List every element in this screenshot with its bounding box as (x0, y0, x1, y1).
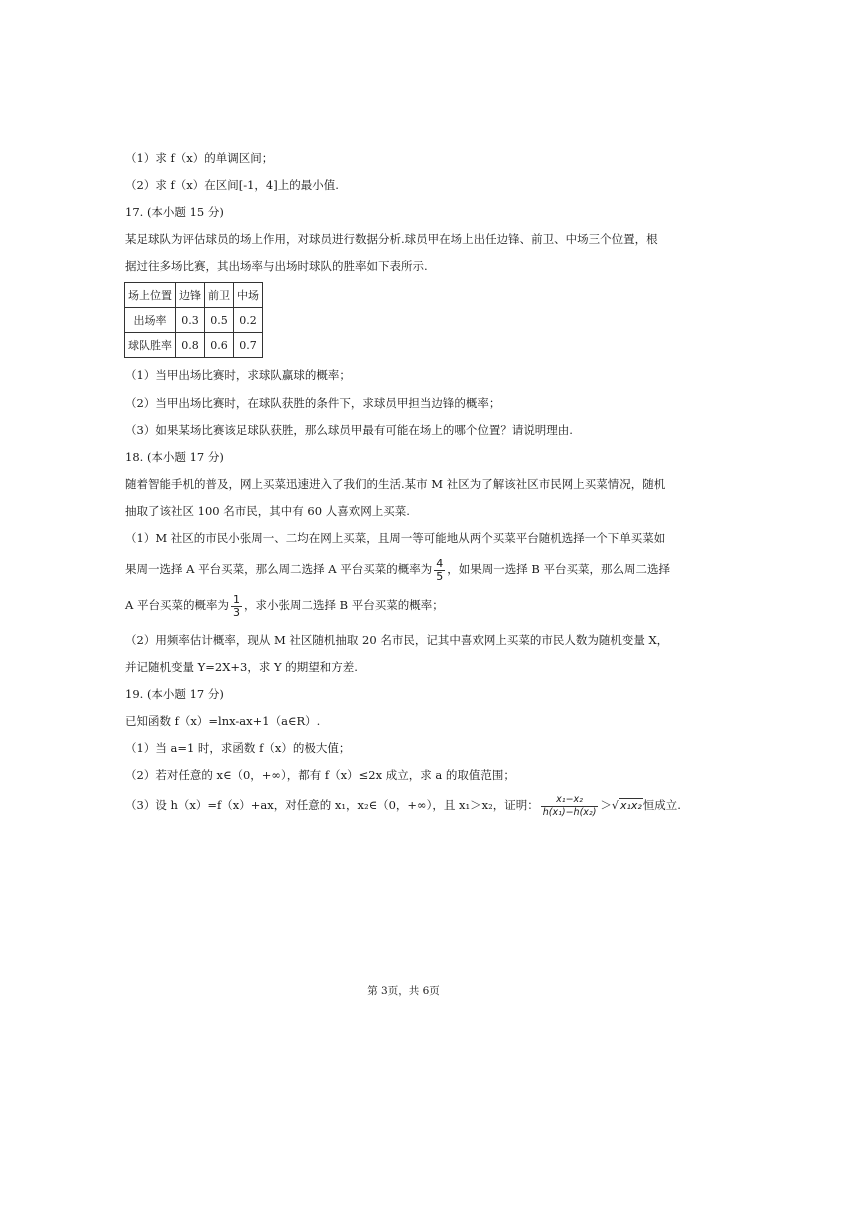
table-header-cell: 前卫 (205, 283, 234, 308)
q18-header: 18. (本小题 17 分) (125, 450, 224, 464)
q17-part-1: （1）当甲出场比赛时，求球队赢球的概率； (125, 368, 351, 382)
q18-part-1-text-d: ，求小张周二选择 B 平台买菜的概率； (243, 598, 444, 612)
table-cell: 0.7 (234, 333, 263, 358)
fraction-denominator: 3 (232, 605, 240, 619)
fraction-difference-ratio (541, 794, 599, 819)
table-cell: 球队胜率 (125, 333, 176, 358)
q17-intro-line-1: 某足球队为评估球员的场上作用，对球员进行数据分析.球员甲在场上出任边锋、前卫、中场三个位置，根 (125, 232, 658, 246)
q18-part-1-line-3 (125, 590, 444, 620)
q18-part-1-text-c: A 平台买菜的概率为 (125, 598, 229, 612)
fraction-numerator: 1 (232, 592, 240, 606)
greater-than-sign: ＞ (600, 798, 612, 812)
table-cell: 0.5 (205, 308, 234, 333)
table-cell: 0.8 (176, 333, 205, 358)
fraction-denominator: h(x₁)−h(x₂) (542, 806, 597, 818)
table-cell: 0.3 (176, 308, 205, 333)
table-header-cell: 中场 (234, 283, 263, 308)
q19-part-3 (125, 788, 681, 823)
q19-part-2: （2）若对任意的 x∈（0，+∞），都有 f（x）≤2x 成立，求 a 的取值范围； (125, 768, 515, 782)
q18-part-1-line-2 (125, 554, 670, 584)
q18-intro-line-1: 随着智能手机的普及，网上买菜迅速进入了我们的生活.某市 M 社区为了解该社区市民网上买菜情况，随机 (125, 477, 666, 491)
table-header-row (125, 283, 263, 308)
table-cell: 0.2 (234, 308, 263, 333)
fraction-numerator: x₁−x₂ (541, 794, 599, 807)
q18-part-1-text-b: ，如果周一选择 B 平台买菜，那么周二选择 (447, 562, 670, 576)
table-row (125, 308, 263, 333)
fraction-one-third (231, 594, 242, 619)
q19-part-3-text-b: 恒成立. (642, 798, 681, 812)
q18-part-2-line-2: 并记随机变量 Y=2X+3，求 Y 的期望和方差. (125, 660, 358, 674)
q19-header: 19. (本小题 17 分) (125, 687, 224, 701)
q18-part-2-line-1: （2）用频率估计概率，现从 M 社区随机抽取 20 名市民，记其中喜欢网上买菜的市民人数为随机变量 X， (125, 633, 669, 647)
table-header-cell: 边锋 (176, 283, 205, 308)
q17-intro-line-2: 据过往多场比赛，其出场率与出场时球队的胜率如下表所示. (125, 259, 428, 273)
q18-part-1-line-1: （1）M 社区的市民小张周一、二均在网上买菜，且周一等可能地从两个买菜平台随机选择一个下单买菜如 (125, 531, 666, 545)
q17-stats-table (124, 282, 263, 358)
q19-part-1: （1）当 a=1 时，求函数 f（x）的极大值； (125, 741, 351, 755)
table-row (125, 333, 263, 358)
q18-part-1-text-a: 果周一选择 A 平台买菜，那么周二选择 A 平台买菜的概率为 (125, 562, 433, 576)
q19-intro: 已知函数 f（x）=lnx-ax+1（a∈R）. (125, 714, 321, 728)
table-cell: 出场率 (125, 308, 176, 333)
page-footer: 第 3页，共 6页 (367, 985, 440, 997)
q19-part-3-text-a: （3）设 h（x）=f（x）+ax，对任意的 x₁，x₂∈（0，+∞），且 x₁＞x₂，证明： (125, 798, 539, 812)
fraction-numerator: 4 (436, 556, 444, 570)
q17-part-2: （2）当甲出场比赛时，在球队获胜的条件下，求球员甲担当边锋的概率； (125, 396, 501, 410)
square-root-expression: √x₁x₂ (611, 799, 642, 812)
q18-intro-line-2: 抽取了该社区 100 名市民，其中有 60 人喜欢网上买菜. (125, 504, 410, 518)
fraction-four-fifths (434, 558, 445, 583)
table-header-cell: 场上位置 (125, 283, 176, 308)
q16-part-1: （1）求 f（x）的单调区间； (125, 151, 274, 165)
radicand: x₁x₂ (619, 799, 642, 812)
q17-part-3: （3）如果某场比赛该足球队获胜，那么球员甲最有可能在场上的哪个位置？请说明理由. (125, 423, 573, 437)
table-cell: 0.6 (205, 333, 234, 358)
q16-part-2: （2）求 f（x）在区间[-1，4]上的最小值. (125, 178, 339, 192)
fraction-denominator: 5 (436, 569, 444, 583)
q17-header: 17. (本小题 15 分) (125, 205, 224, 219)
